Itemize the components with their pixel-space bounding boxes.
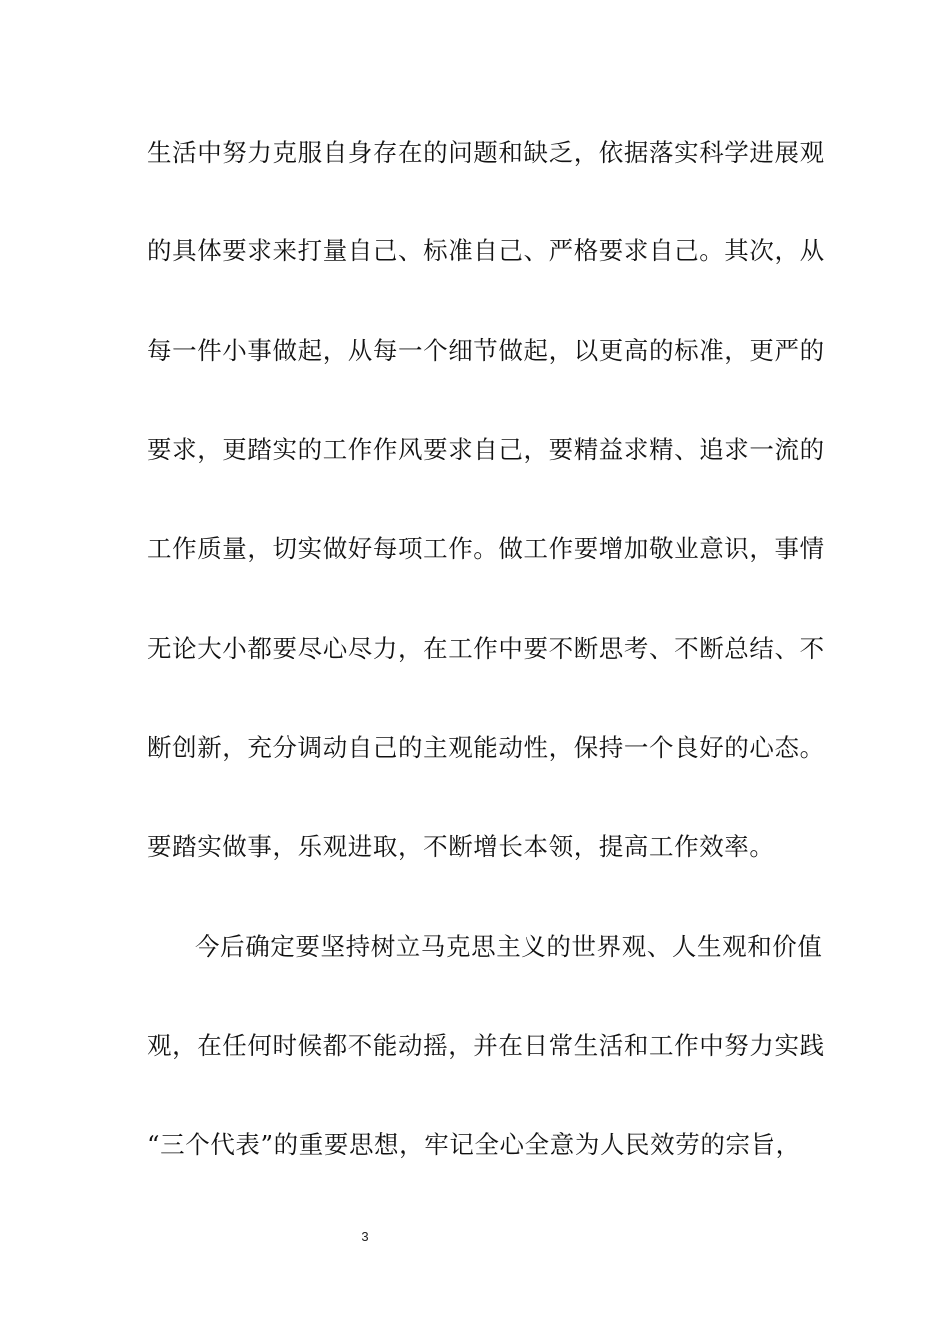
text-line-1: 生活中努力克服自身存在的问题和缺乏，依据落实科学进展观 (147, 138, 825, 167)
text-line-10: 观，在任何时候都不能动摇，并在日常生活和工作中努力实践 (147, 1031, 825, 1060)
text-line-5: 工作质量，切实做好每项工作。做工作要增加敬业意识，事情 (147, 534, 825, 563)
text-line-9: 今后确定要坚持树立马克思主义的世界观、人生观和价值 (195, 932, 823, 961)
text-line-3: 每一件小事做起，从每一个细节做起，以更高的标准，更严的 (147, 336, 825, 365)
text-line-6: 无论大小都要尽心尽力，在工作中要不断思考、不断总结、不 (147, 634, 825, 663)
text-line-7: 断创新，充分调动自己的主观能动性，保持一个良好的心态。 (147, 733, 825, 762)
text-line-2: 的具体要求来打量自己、标准自己、严格要求自己。其次，从 (147, 236, 825, 265)
page-number: 3 (361, 1229, 369, 1244)
text-line-4: 要求，更踏实的工作作风要求自己，要精益求精、追求一流的 (147, 435, 825, 464)
text-line-11: “三个代表”的重要思想，牢记全心全意为人民效劳的宗旨， (147, 1130, 801, 1159)
text-line-8: 要踏实做事，乐观进取，不断增长本领，提高工作效率。 (147, 832, 775, 861)
